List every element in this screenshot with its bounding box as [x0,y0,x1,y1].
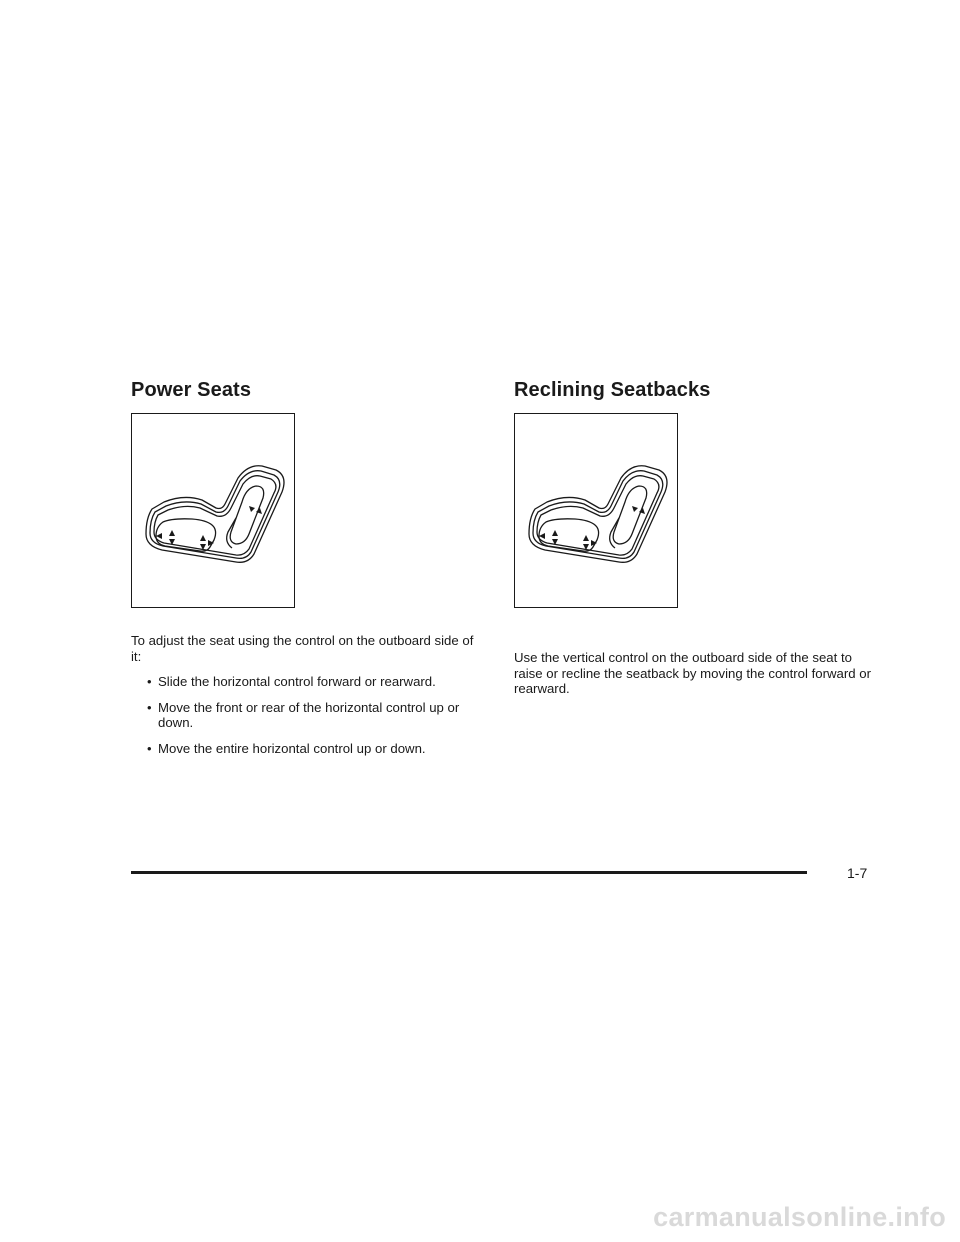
reclining-seatbacks-heading: Reclining Seatbacks [514,379,711,401]
power-seats-figure [131,413,295,608]
list-item-text: Move the entire horizontal control up or down. [158,740,426,756]
watermark: carmanualsonline.info [653,1202,946,1232]
reclining-seatbacks-section [514,378,874,697]
power-seat-control-icon [515,414,676,606]
page-number: 1-7 [847,865,868,881]
list-item-text: Move the front or rear of the horizontal control up or down. [158,699,460,730]
power-seats-heading: Power Seats [131,379,252,401]
list-item [131,741,476,757]
power-seat-control-icon [132,414,293,606]
list-item-text: Slide the horizontal control forward or rearward. [158,674,436,689]
reclining-seatbacks-intro: Use the vertical control on the outboard side of the seat to raise or recline the seatback by moving the control forward or rearward. [514,650,871,696]
bullet-icon: • [147,674,152,689]
power-seats-intro: To adjust the seat using the control on the outboard side of it: [131,633,474,664]
power-seats-section [131,378,476,766]
footer-divider [131,871,807,874]
list-item [131,700,476,731]
bullet-icon: • [147,699,152,715]
list-item [131,674,476,690]
bullet-icon: • [147,740,152,756]
power-seats-bullet-list [131,674,476,756]
reclining-seatbacks-figure [514,413,678,608]
